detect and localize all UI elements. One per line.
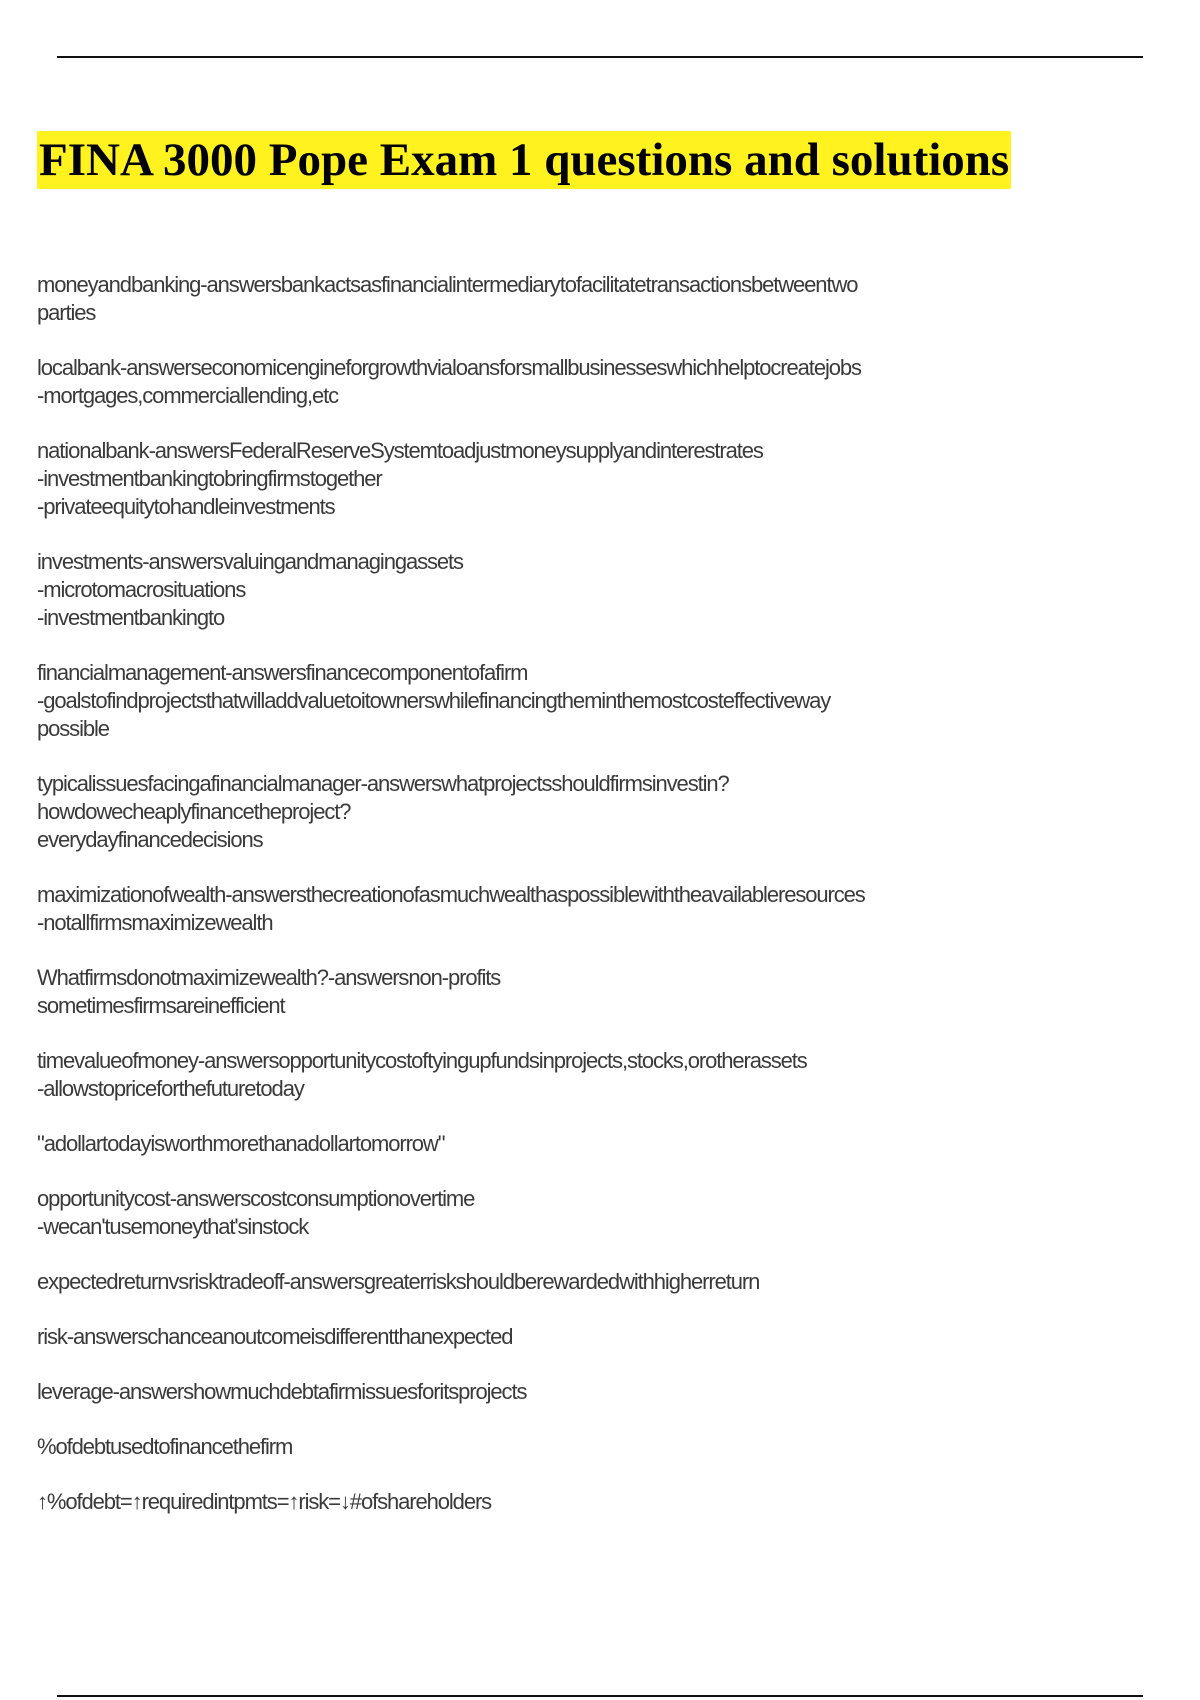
entry-question-line: Whatfirmsdonotmaximizewealth?-answersnon-profits [37,965,501,990]
entry-question-line: moneyandbanking-answersbankactsasfinancialintermediarytofacilitatetransactionsbetweentwo [37,272,858,297]
qa-entry [37,354,1137,410]
entry-answer-line: everydayfinancedecisions [37,827,263,852]
document-title: FINA 3000 Pope Exam 1 questions and solutions [37,131,1011,189]
entry-answer-line: possible [37,716,109,741]
qa-entry [37,1433,1137,1461]
entry-answer-line: -wecan'tusemoneythat'sinstock [37,1214,309,1239]
entry-answer-line: -investmentbankingtobringfirmstogether [37,466,382,491]
entry-answer-line: -allowstopriceforthefuturetoday [37,1076,304,1101]
qa-entry [37,659,1137,743]
qa-entry [37,881,1137,937]
entry-answer-line: -privateequitytohandleinvestments [37,494,335,519]
header-rule [57,56,1143,58]
entry-question-line: timevalueofmoney-answersopportunitycostoftyingupfundsinprojects,stocks,orotherassets [37,1048,807,1073]
qa-entry [37,1378,1137,1406]
entry-question-line: opportunitycost-answerscostconsumptionovertime [37,1186,475,1211]
entry-question-line: ↑%ofdebt=↑requiredintpmts=↑risk=↓#ofshareholders [37,1489,492,1514]
document-body [37,271,1137,1543]
entry-question-line: investments-answersvaluingandmanagingassets [37,549,463,574]
entry-question-line: %ofdebtusedtofinancethefirm [37,1434,293,1459]
qa-entry [37,1268,1137,1296]
entry-answer-line: -goalstofindprojectsthatwilladdvaluetoitownerswhilefinancingtheminthemostcosteffectiveway [37,688,831,713]
entry-question-line: maximizationofwealth-answersthecreationofasmuchwealthaspossiblewiththeavailableresources [37,882,865,907]
qa-entry [37,964,1137,1020]
qa-entry [37,437,1137,521]
qa-entry [37,1047,1137,1103]
qa-entry [37,1130,1137,1158]
qa-entry [37,271,1137,327]
entry-question-line: leverage-answershowmuchdebtafirmissuesforitsprojects [37,1379,527,1404]
entry-answer-line: -notallfirmsmaximizewealth [37,910,273,935]
entry-answer-line: parties [37,300,96,325]
qa-entry [37,1488,1137,1516]
entry-question-line: financialmanagement-answersfinancecomponentofafirm [37,660,528,685]
entry-question-line: typicalissuesfacingafinancialmanager-answerswhatprojectsshouldfirmsinvestin? [37,771,729,796]
entry-question-line: localbank-answerseconomicengineforgrowthvialoansforsmallbusinesseswhichhelptocreatejobs [37,355,861,380]
qa-entry [37,1323,1137,1351]
title-container [37,131,1011,189]
entry-answer-line: -microtomacrosituations [37,577,246,602]
footer-rule [57,1695,1143,1697]
entry-question-line: risk-answerschanceanoutcomeisdifferentthanexpected [37,1324,513,1349]
entry-answer-line: sometimesfirmsareinefficient [37,993,285,1018]
qa-entry [37,548,1137,632]
entry-answer-line: -investmentbankingto [37,605,225,630]
entry-question-line: nationalbank-answersFederalReserveSystemtoadjustmoneysupplyandinterestrates [37,438,763,463]
entry-answer-line: -mortgages,commerciallending,etc [37,383,339,408]
entry-answer-line: howdowecheaplyfinancetheproject? [37,799,351,824]
qa-entry [37,1185,1137,1241]
entry-question-line: "adollartodayisworthmorethanadollartomorrow" [37,1131,445,1156]
entry-question-line: expectedreturnvsrisktradeoff-answersgreaterriskshouldberewardedwithhigherreturn [37,1269,760,1294]
qa-entry [37,770,1137,854]
